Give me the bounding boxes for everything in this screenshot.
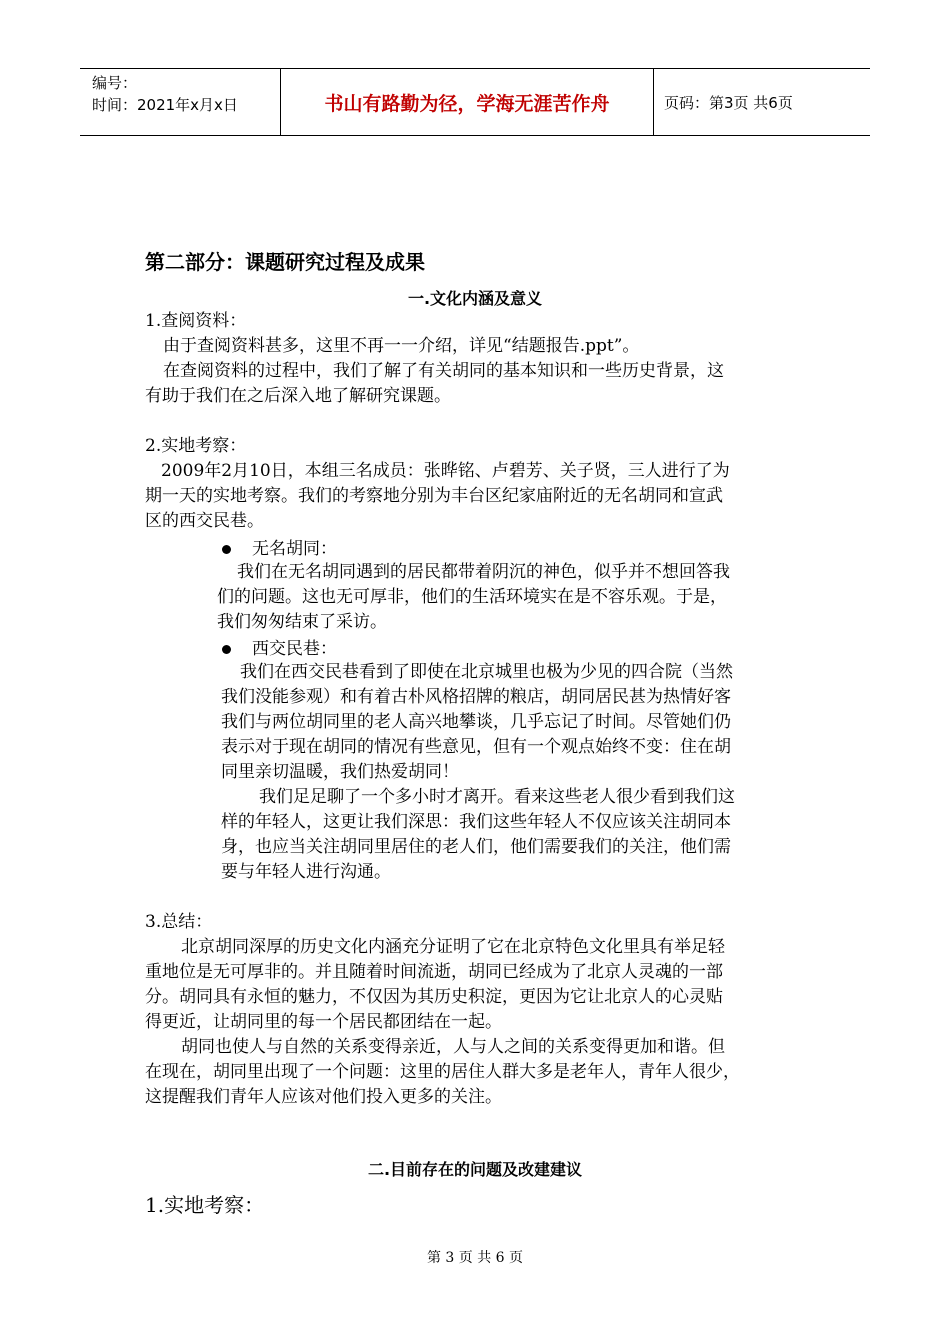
page-header: [80, 68, 870, 136]
s3-p1-l3: 分。胡同具有永恒的魅力，不仅因为其历史积淀，更因为它让北京人的心灵贴: [145, 987, 723, 1007]
page-indicator: 页码：第3页 共6页: [664, 93, 793, 112]
bullet-dot-icon: [222, 545, 231, 554]
bullet-dot-icon: [222, 645, 231, 654]
part2-s1-title: 1.实地考察：: [145, 1193, 265, 1217]
s1-title: 1.查阅资料：: [145, 311, 247, 331]
s2-p1-l3: 区的西交民巷。: [145, 511, 264, 531]
b2-l4: 表示对于现在胡同的情况有些意见，但有一个观点始终不变：住在胡: [221, 737, 731, 757]
part2-title: 二.目前存在的问题及改建建议: [367, 1160, 583, 1179]
s1-p1: 由于查阅资料甚多，这里不再一一介绍，详见“结题报告.ppt”。: [163, 336, 640, 356]
b2-l3: 我们与两位胡同里的老人高兴地攀谈，几乎忘记了时间。尽管她们仍: [221, 712, 731, 732]
header-meta: [80, 69, 281, 135]
b1-l1: 我们在无名胡同遇到的居民都带着阴沉的神色，似乎并不想回答我: [237, 562, 730, 582]
s2-p1-l1: 2009年2月10日，本组三名成员：张晔铭、卢碧芳、关子贤，三人进行了为: [161, 461, 730, 481]
s3-p2-l3: 这提醒我们青年人应该对他们投入更多的关注。: [145, 1087, 502, 1107]
b2-title: 西交民巷：: [252, 639, 337, 659]
s2-p1-l2: 期一天的实地考察。我们的考察地分别为丰台区纪家庙附近的无名胡同和宣武: [145, 486, 723, 506]
s3-title: 3.总结：: [145, 912, 213, 932]
b1-l3: 我们匆匆结束了采访。: [217, 612, 387, 632]
bullet-item: [222, 634, 337, 659]
b2-l6: 我们足足聊了一个多小时才离开。看来这些老人很少看到我们这: [259, 787, 735, 807]
header-number: 编号：: [92, 74, 138, 92]
s3-p2-l2: 在现在，胡同里出现了一个问题：这里的居住人群大多是老年人，青年人很少，: [145, 1062, 740, 1082]
s1-p2-l1: 在查阅资料的过程中，我们了解了有关胡同的基本知识和一些历史背景，这: [163, 361, 724, 381]
b2-l5: 同里亲切温暖，我们热爱胡同！: [221, 762, 459, 782]
s2-title: 2.实地考察：: [145, 436, 247, 456]
part1-title: 一.文化内涵及意义: [407, 289, 543, 308]
b2-l1: 我们在西交民巷看到了即使在北京城里也极为少见的四合院（当然: [240, 662, 733, 682]
s3-p1-l2: 重地位是无可厚非的。并且随着时间流逝，胡同已经成为了北京人灵魂的一部: [145, 962, 723, 982]
s3-p1-l1: 北京胡同深厚的历史文化内涵充分证明了它在北京特色文化里具有举足轻: [181, 937, 725, 957]
header-motto: [281, 69, 654, 135]
s3-p1-l4: 得更近，让胡同里的每一个居民都团结在一起。: [145, 1012, 502, 1032]
b1-l2: 们的问题。这也无可厚非，他们的生活环境实在是不容乐观。于是，: [217, 587, 727, 607]
b2-l7: 样的年轻人，这更让我们深思：我们这些年轻人不仅应该关注胡同本: [221, 812, 731, 832]
header-date: 时间：2021年x月x日: [92, 96, 238, 114]
s1-p2-l2: 有助于我们在之后深入地了解研究课题。: [145, 386, 451, 406]
s3-p2-l1: 胡同也使人与自然的关系变得亲近，人与人之间的关系变得更加和谐。但: [181, 1037, 725, 1057]
b2-l9: 要与年轻人进行沟通。: [221, 862, 391, 882]
b2-l2: 我们没能参观）和有着古朴风格招牌的粮店，胡同居民甚为热情好客: [221, 687, 731, 707]
header-page: [654, 69, 870, 135]
b2-l8: 身，也应当关注胡同里居住的老人们，他们需要我们的关注，他们需: [221, 837, 731, 857]
b1-title: 无名胡同：: [252, 539, 337, 559]
bullet-item: [222, 534, 337, 559]
section-title: 第二部分：课题研究过程及成果: [145, 250, 425, 274]
motto-text: 书山有路勤为径，学海无涯苦作舟: [324, 92, 610, 115]
page-footer: 第 3 页 共 6 页: [426, 1250, 524, 1266]
